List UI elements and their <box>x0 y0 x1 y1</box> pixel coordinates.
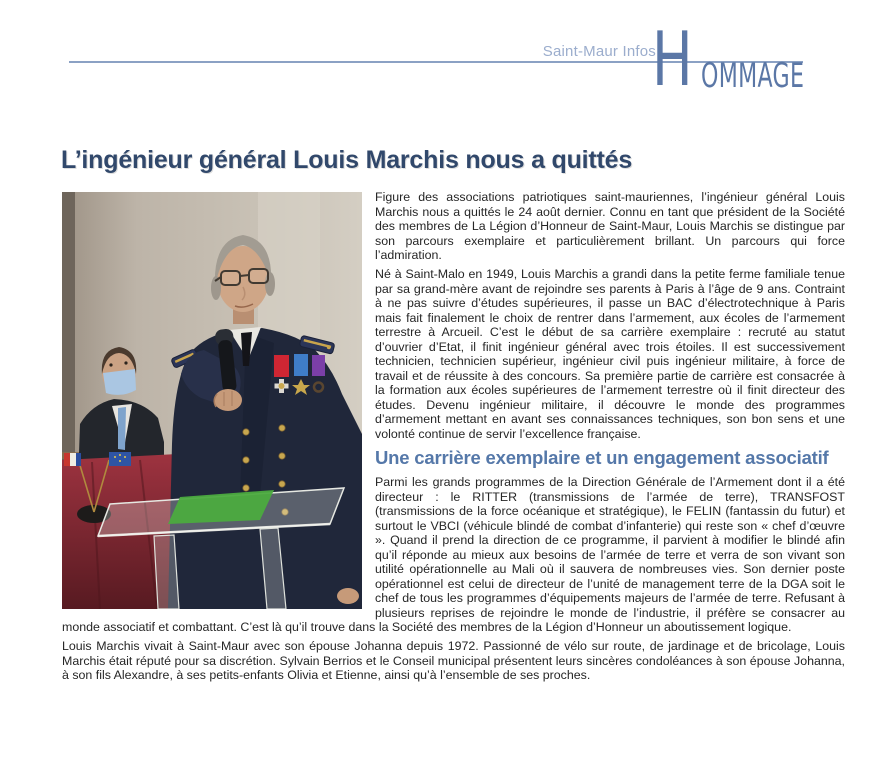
section-heading-rest: OMMAGE <box>701 56 805 96</box>
article-title: L’ingénieur général Louis Marchis nous a quittés <box>61 146 633 174</box>
article-subheading: Une carrière exemplaire et un engagement associatif <box>375 447 829 468</box>
blue-flag-icon <box>109 452 131 466</box>
article-body <box>62 190 845 687</box>
paragraph-intro: Figure des associations patriotiques saint-mauriennes, l’ingénieur général Louis Marchis nous a quittés le 24 août dernier. Connu en tant que président de la Société des membres de La Légion d’Honneur de Saint-Maur, Louis Marchis se distingue par son parcours exemplaire et particulièrement brillant. Un parcours qui force l’admiration. <box>375 190 845 262</box>
paragraph-career: Parmi les grands programmes de la Direction Générale de l’Armement dont il a été directeur : le RITTER (transmissions de l’armée de terre), TRANSFOST (transmissions de la force océanique et stratégique), le FELIN (fantassin du futur) et surtout le VBCI (véhicule blindé de combat d’infanterie) qui reste son « chef d’œuvre ». Quand il prend la direction de ce programme, il parvient à modifier le blindé afin qu’il réponde au mieux aux besoins de l’armée de terre et verra de son vivant son utilité opérationnelle au Mali où il sauvera de nombreuses vies. Son dernier poste opérationnel est celui de directeur de l’unité de management terre de la DGA soit le chef de tous les programmes d’équipements majeurs de l’armée de terre. Refusant à plusieurs reprises de rejoindre le monde de l’industrie, il préfère se consacrer au monde associatif et combattant. C’est là qu’il trouve dans la Société des membres de la Légion d’Honneur un aboutissement logique. <box>62 475 845 634</box>
paragraph-early-life: Né à Saint-Malo en 1949, Louis Marchis a grandi dans la petite ferme familiale tenue par sa grand-mère avant de rejoindre ses parents à Paris à l’âge de 9 ans. Contraint à ne pas suivre d’études supérieures, il passe un BAC d’électrotechnique à Paris mais fait finalement le choix de rentrer dans l’armement, aux écoles de l’armement terrestre à Arcueil. C’est le début de sa carrière exemplaire : recruté au statut d’ouvrier d’Etat, il finit ingénieur général avec trois étoiles. Il est successivement technicien, technicien supérieur, ingénieur civil puis ingénieur militaire, à force de travail et de réussite à des concours. Sa première partie de carrière est consacrée à la formation aux écoles supérieures de l’armement terrestre où il finit directeur des études. Devenu ingénieur militaire, il découvre le monde des programmes d’armement mettant en avant ses connaissances techniques, son bon sens et une volonté continue de servir l’excellence française. <box>375 267 845 441</box>
article-photo <box>62 192 362 609</box>
paragraph-personal: Louis Marchis vivait à Saint-Maur avec son épouse Johanna depuis 1972. Passionné de vélo sur route, de jardinage et de bricolage, Louis Marchis était réputé pour sa discrétion. Sylvain Berrios et le Conseil municipal présentent leurs sincères condoléances à son épouse Johanna, à son fils Alexandre, à ses petits-enfants Olivia et Etienne, ainsi qu’à l’ensemble de ses proches. <box>62 639 845 682</box>
photo-illustration <box>62 192 362 609</box>
brand-label: Saint-Maur Infos <box>542 43 656 60</box>
header-divider <box>69 61 803 63</box>
section-heading-initial: H <box>652 15 693 103</box>
french-flag-icon <box>64 453 81 466</box>
hand <box>214 389 242 411</box>
